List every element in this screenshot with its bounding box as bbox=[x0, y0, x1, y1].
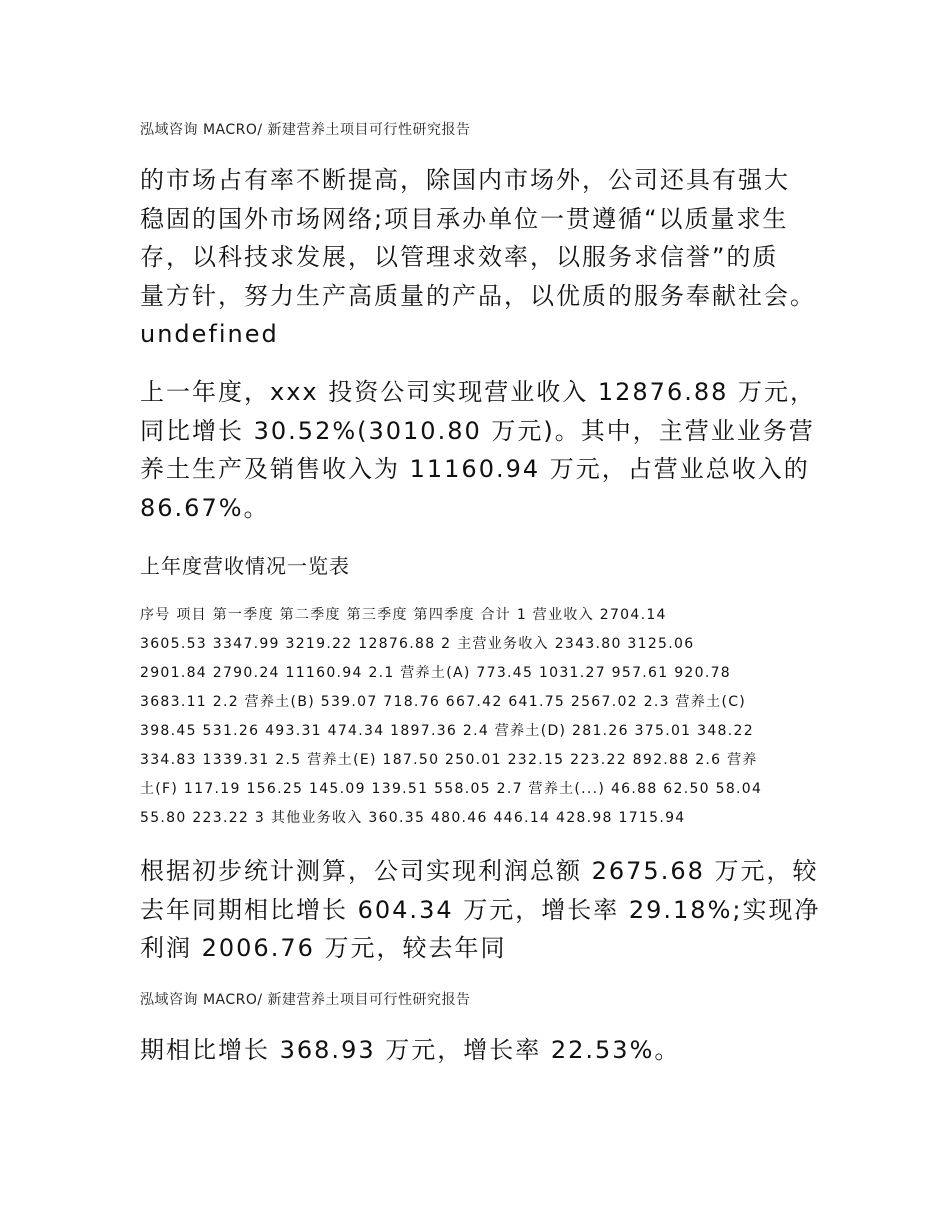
paragraph-line: 上一年度，xxx 投资公司实现营业收入 12876.88 万元， bbox=[140, 378, 817, 406]
table-text-line: 3605.53 3347.99 3219.22 12876.88 2 主营业务收入 2343.80 3125.06 bbox=[140, 636, 695, 652]
paragraph-line: undefined bbox=[140, 320, 279, 348]
paragraph-market-share bbox=[140, 161, 816, 354]
paragraph-line: 利润 2006.76 万元，较去年同 bbox=[140, 934, 507, 962]
revenue-table-text bbox=[140, 601, 812, 833]
paragraph-line: 期相比增长 368.93 万元，增长率 22.53%。 bbox=[140, 1036, 681, 1064]
paragraph-line: 存，以科技求发展，以管理求效率，以服务求信誉”的质 bbox=[140, 243, 779, 271]
paragraph-line: 86.67%。 bbox=[140, 493, 270, 522]
table-text-line: 55.80 223.22 3 其他业务收入 360.35 480.46 446.14 428.98 1715.94 bbox=[140, 810, 686, 826]
paragraph-line: 根据初步统计测算，公司实现利润总额 2675.68 万元，较 bbox=[140, 857, 819, 885]
paragraph-line: 的市场占有率不断提高，除国内市场外，公司还具有强大 bbox=[140, 166, 790, 194]
paragraph-net-profit-growth bbox=[140, 1031, 812, 1070]
table-text-line: 2901.84 2790.24 11160.94 2.1 营养土(A) 773.45 1031.27 957.61 920.78 bbox=[140, 665, 732, 681]
paragraph-line: 稳固的国外市场网络;项目承办单位一贯遵循“以质量求生 bbox=[140, 204, 789, 233]
table-text-line: 3683.11 2.2 营养土(B) 539.07 718.76 667.42 641.75 2567.02 2.3 营养土(C) bbox=[140, 694, 747, 710]
paragraph-revenue bbox=[140, 373, 817, 527]
page-header: 泓域咨询 MACRO/ 新建营养土项目可行性研究报告 bbox=[140, 122, 471, 138]
paragraph-line: 养土生产及销售收入为 11160.94 万元，占营业总收入的 bbox=[140, 455, 810, 483]
page-header-second: 泓域咨询 MACRO/ 新建营养土项目可行性研究报告 bbox=[140, 992, 471, 1008]
table-text-line: 398.45 531.26 493.31 474.34 1897.36 2.4 营养土(D) 281.26 375.01 348.22 bbox=[140, 723, 754, 739]
table-text-line: 334.83 1339.31 2.5 营养土(E) 187.50 250.01 232.15 223.22 892.88 2.6 营养 bbox=[140, 752, 758, 768]
paragraph-line: 量方针，努力生产高质量的产品，以优质的服务奉献社会。 bbox=[140, 281, 816, 310]
paragraph-profit bbox=[140, 852, 821, 968]
paragraph-line: 同比增长 30.52%(3010.80 万元)。其中，主营业业务营 bbox=[140, 416, 815, 445]
table-text-line: 序号 项目 第一季度 第二季度 第三季度 第四季度 合计 1 营业收入 2704.14 bbox=[140, 607, 667, 623]
table-text-line: 土(F) 117.19 156.25 145.09 139.51 558.05 2.7 营养土(...) 46.88 62.50 58.04 bbox=[140, 781, 763, 797]
paragraph-line: 去年同期相比增长 604.34 万元，增长率 29.18%;实现净 bbox=[140, 895, 821, 924]
table-title: 上年度营收情况一览表 bbox=[140, 554, 350, 578]
